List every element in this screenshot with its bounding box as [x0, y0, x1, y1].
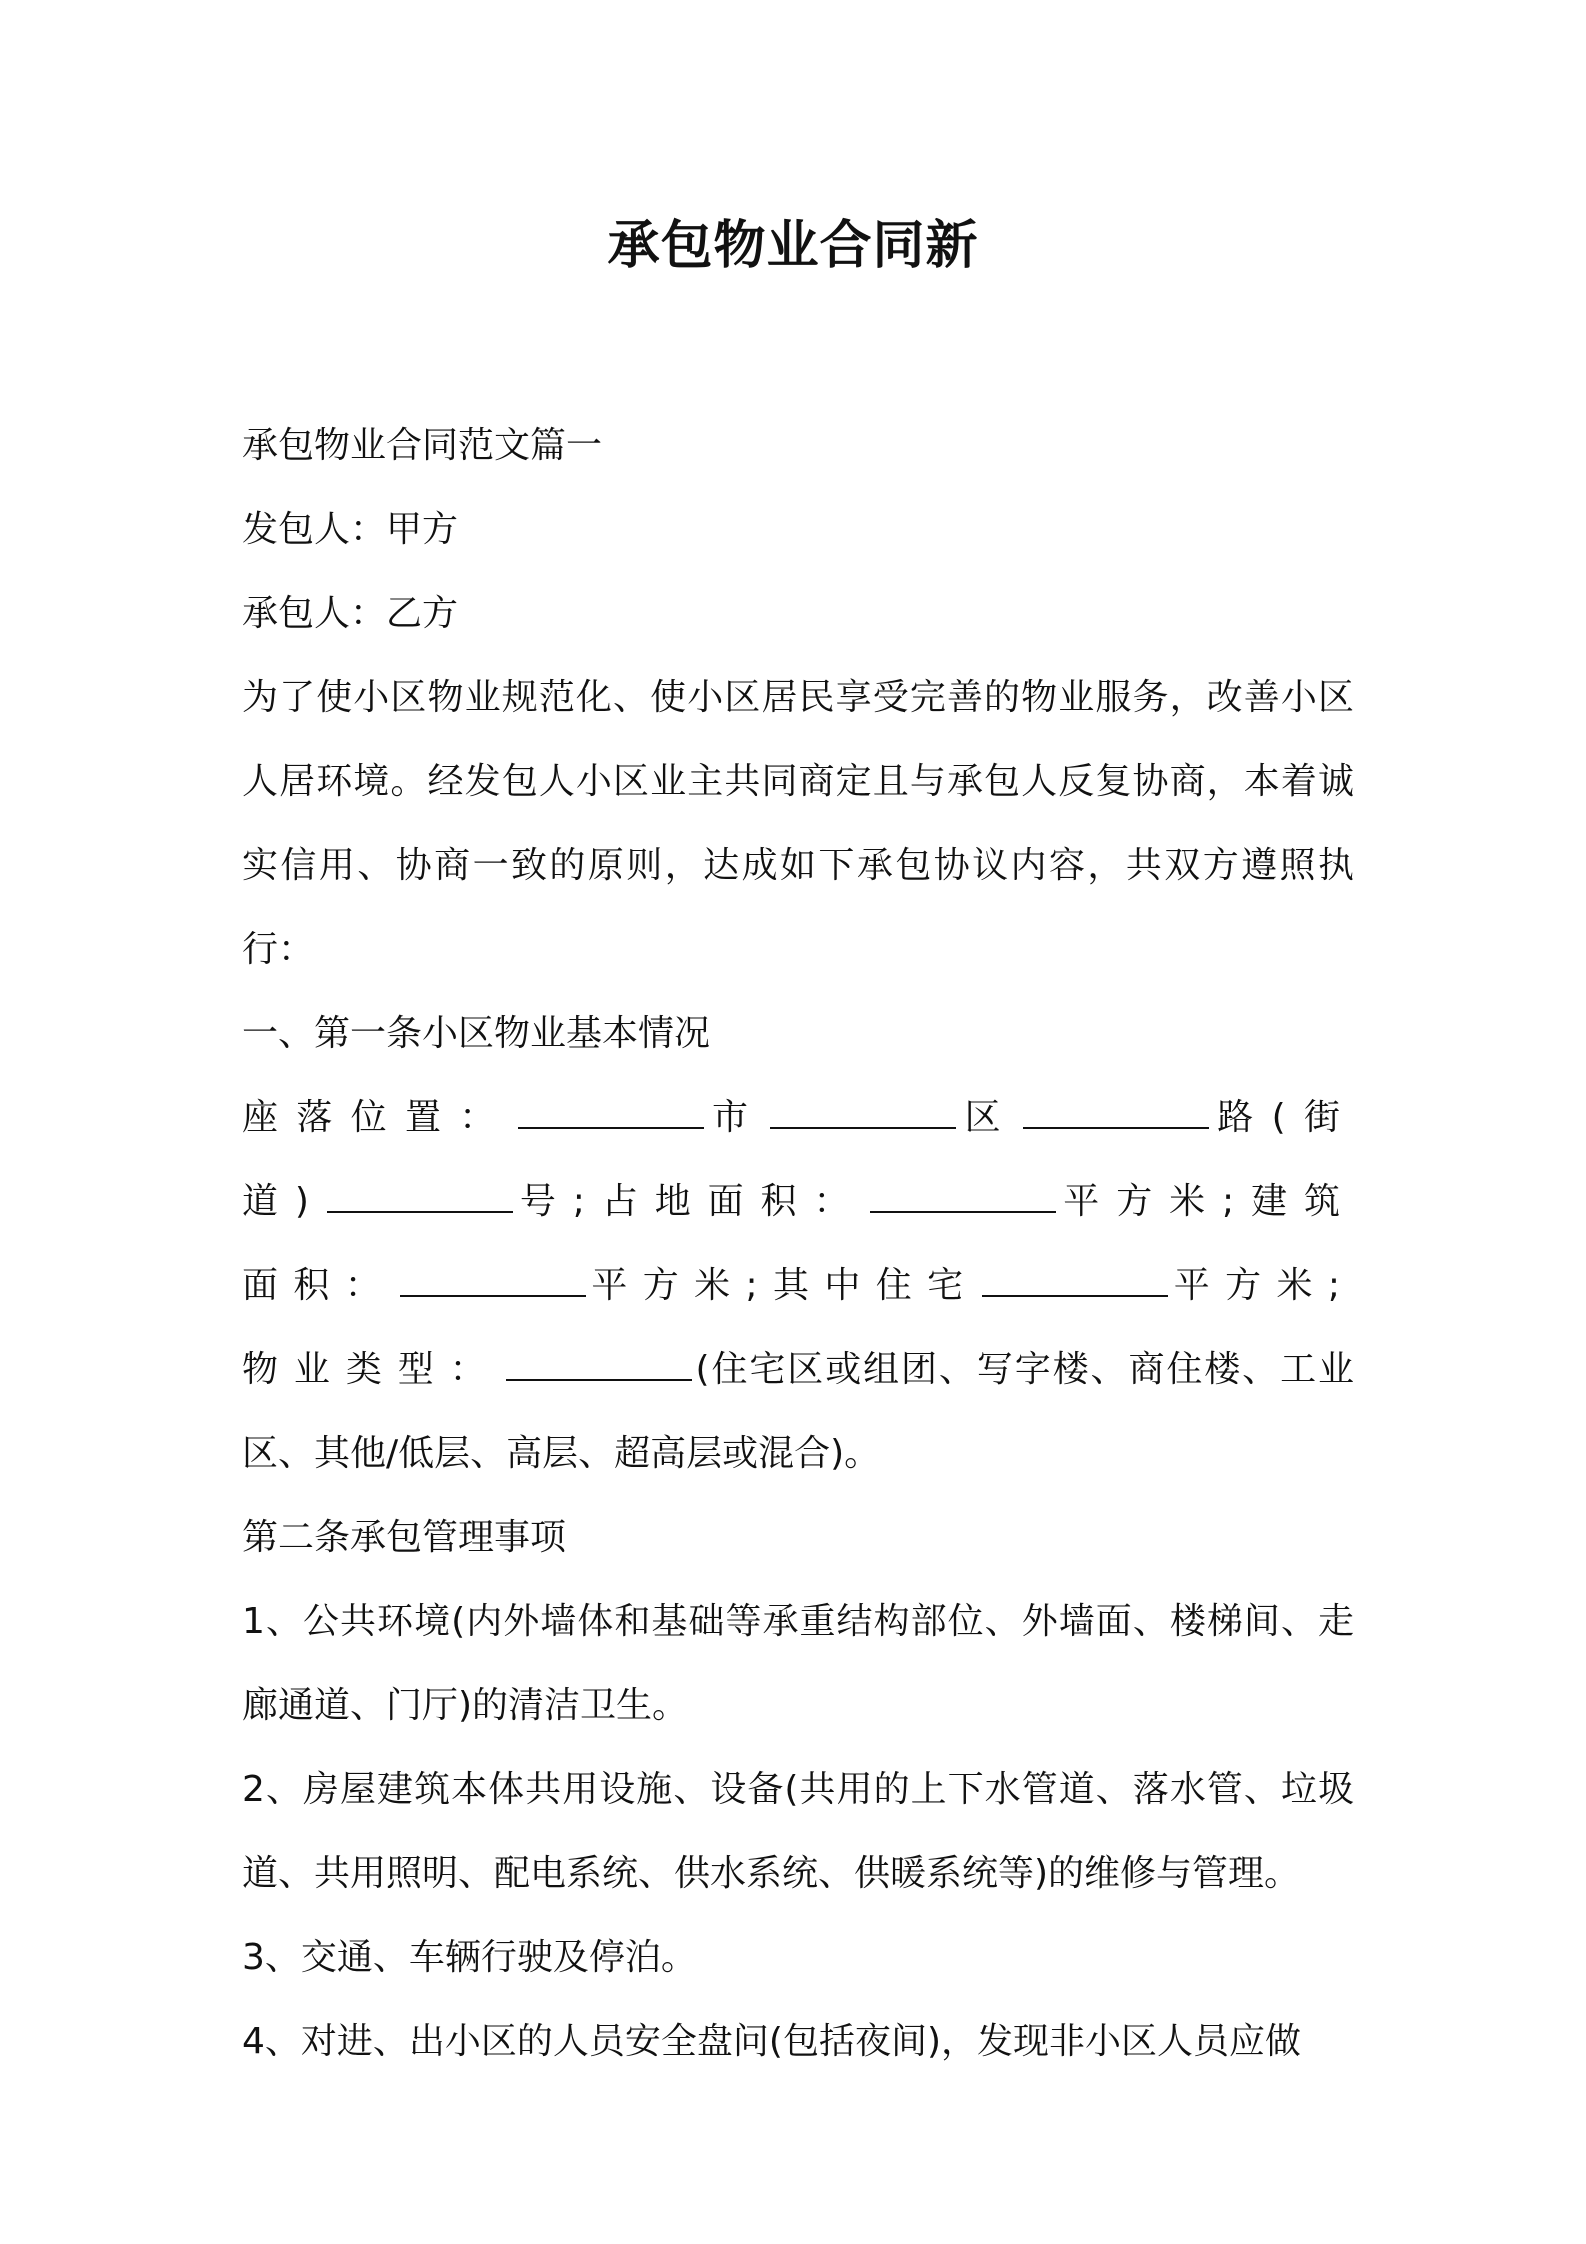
- section-1-heading: 一、第一条小区物业基本情况: [242, 1013, 711, 1054]
- city-blank: [518, 1097, 704, 1129]
- property-type-label: 物业类型：: [242, 1349, 502, 1390]
- party-a-line: 发包人：甲方: [242, 509, 459, 550]
- number-blank: [327, 1181, 513, 1213]
- sqm-label-1: 平方米;: [1060, 1181, 1249, 1222]
- sqm-label-2: 平方米;: [590, 1265, 772, 1306]
- item-2: 2、房屋建筑本体共用设施、设备(共用的上下水管道、落水管、垃圾道、共用照明、配电系统、供水系统、供暖系统等)的维修与管理。: [242, 1769, 1354, 1894]
- section-2-heading: 第二条承包管理事项: [242, 1517, 567, 1558]
- property-type-options: (住宅区或组团、写字楼、商住楼、工业区、其他/低层、高层、超高层或混合)。: [242, 1349, 1354, 1474]
- land-area-label: 占地面积：: [598, 1181, 867, 1222]
- document-title: 承包物业合同新: [607, 216, 979, 276]
- building-area-blank: [400, 1265, 586, 1297]
- item-4: 4、对进、出小区的人员安全盘问(包括夜间)，发现非小区人员应做: [242, 2021, 1301, 2062]
- city-label: 市: [707, 1097, 767, 1138]
- district-label: 区: [960, 1097, 1019, 1138]
- property-info-paragraph: [242, 1076, 1354, 1496]
- item-1: 1、公共环境(内外墙体和基础等承重结构部位、外墙面、楼梯间、走廊通道、门厅)的清洁卫生。: [242, 1601, 1354, 1726]
- number-label: 号;: [516, 1181, 599, 1222]
- land-area-blank: [870, 1181, 1056, 1213]
- residential-blank: [982, 1265, 1168, 1297]
- district-blank: [770, 1097, 956, 1129]
- road-blank: [1023, 1097, 1209, 1129]
- document-body: [242, 404, 1354, 2084]
- sqm-label-3: 平方米;: [1172, 1265, 1354, 1306]
- building-area-label: 建筑面积：: [242, 1181, 1354, 1306]
- property-type-blank: [506, 1349, 692, 1381]
- residential-label: 其中住宅: [771, 1265, 979, 1306]
- subtitle: 承包物业合同范文篇一: [242, 425, 603, 466]
- item-3: 3、交通、车辆行驶及停泊。: [242, 1937, 697, 1978]
- party-b-line: 承包人：乙方: [242, 593, 459, 634]
- location-label: 座落位置：: [242, 1097, 514, 1138]
- intro-paragraph: 为了使小区物业规范化、使小区居民享受完善的物业服务，改善小区人居环境。经发包人小区业主共同商定且与承包人反复协商，本着诚实信用、协商一致的原则，达成如下承包协议内容，共双方遵照执行：: [242, 677, 1354, 970]
- road-label: 路(街道): [242, 1097, 1354, 1222]
